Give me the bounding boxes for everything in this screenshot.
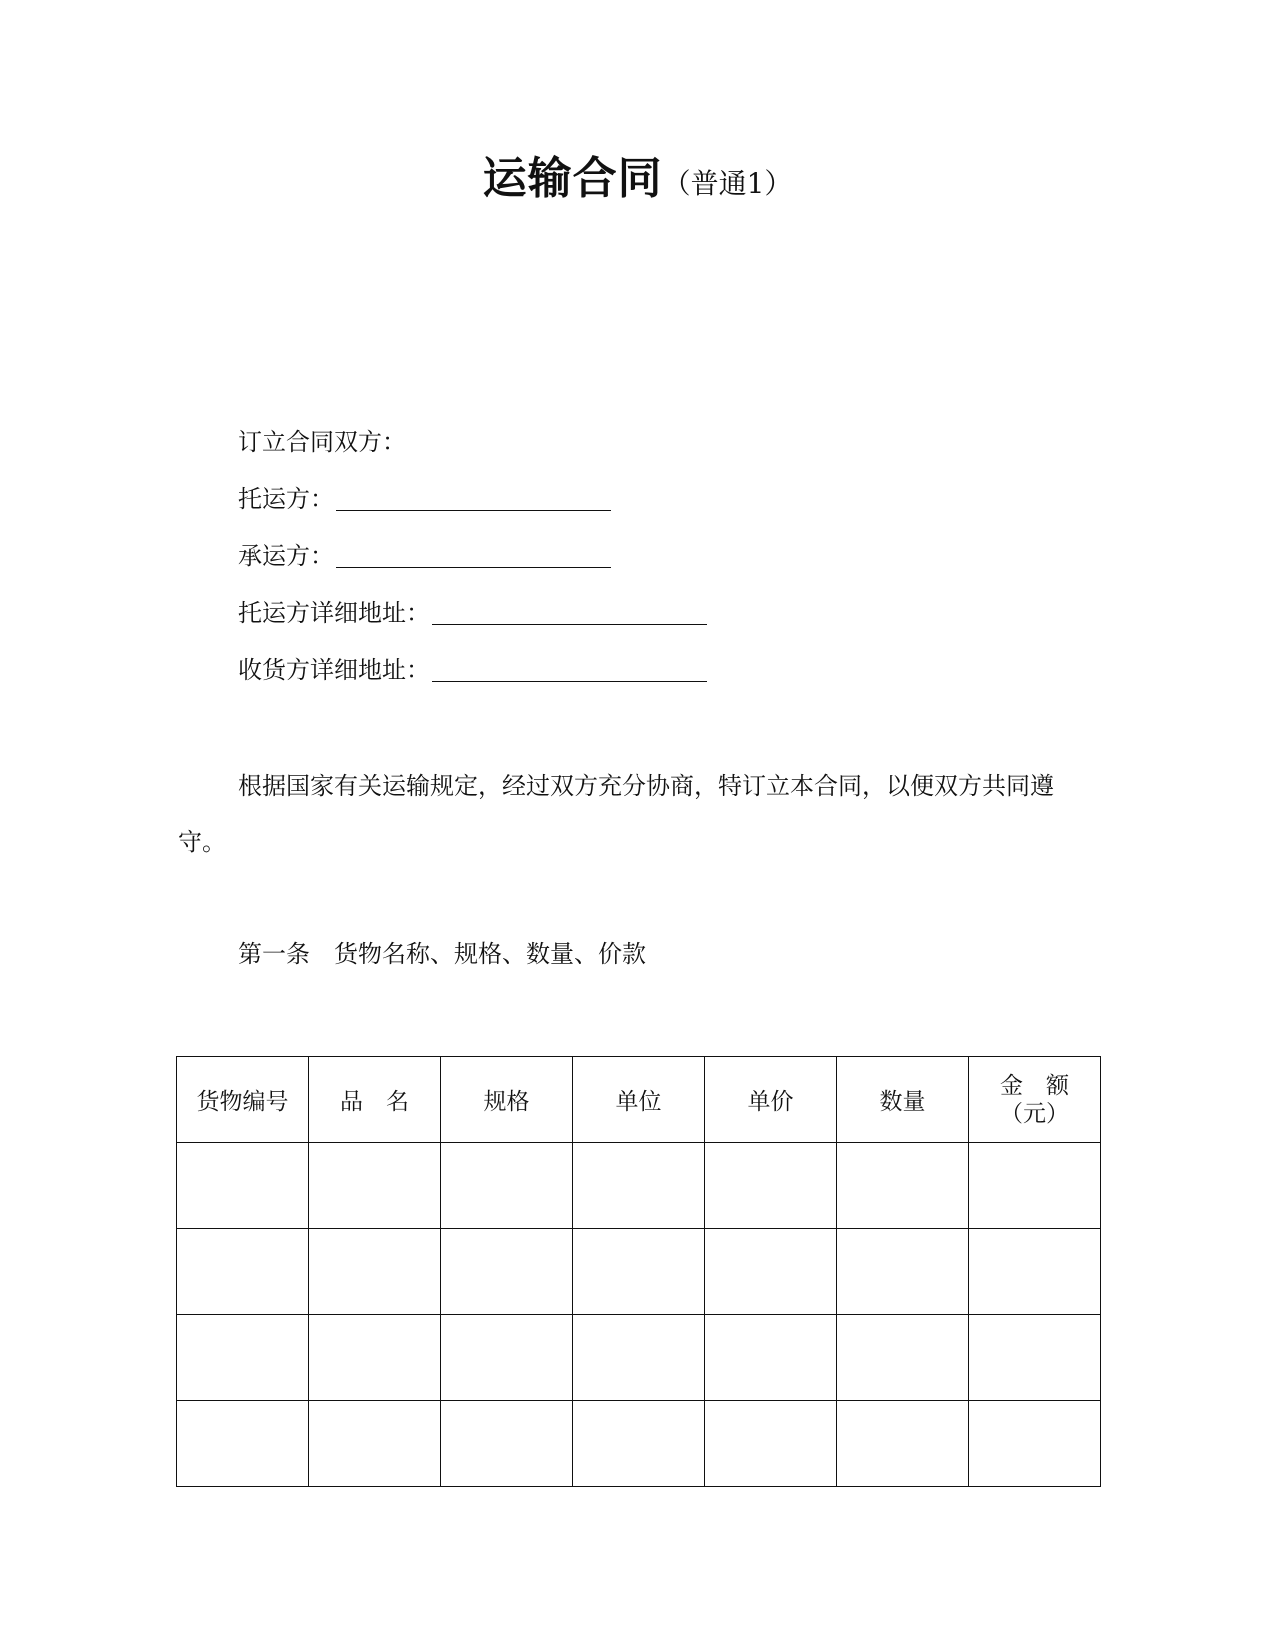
table-cell[interactable] (837, 1229, 969, 1315)
header-product-name: 品 名 (309, 1057, 441, 1143)
header-amount (969, 1057, 1101, 1143)
shipper-address-line (238, 596, 707, 630)
table-cell[interactable] (177, 1315, 309, 1401)
header-quantity: 数量 (837, 1057, 969, 1143)
table-cell[interactable] (309, 1229, 441, 1315)
carrier-label: 承运方： (238, 542, 334, 570)
header-goods-no: 货物编号 (177, 1057, 309, 1143)
table-row (177, 1315, 1101, 1401)
title-subtitle: （普通1） (662, 167, 793, 200)
table-cell[interactable] (705, 1143, 837, 1229)
shipper-blank[interactable] (336, 482, 611, 511)
table-cell[interactable] (177, 1143, 309, 1229)
table-cell[interactable] (837, 1401, 969, 1487)
table-cell[interactable] (837, 1143, 969, 1229)
table-cell[interactable] (969, 1143, 1101, 1229)
table-cell[interactable] (837, 1315, 969, 1401)
carrier-blank[interactable] (336, 539, 611, 568)
table-cell[interactable] (969, 1229, 1101, 1315)
header-unit-price: 单价 (705, 1057, 837, 1143)
table-cell[interactable] (441, 1315, 573, 1401)
table-row (177, 1401, 1101, 1487)
table-cell[interactable] (441, 1401, 573, 1487)
table-cell[interactable] (573, 1229, 705, 1315)
table-cell[interactable] (177, 1401, 309, 1487)
header-amount-line1: 金 额 (1000, 1072, 1069, 1099)
parties-heading: 订立合同双方： (238, 428, 406, 456)
header-amount-line2: （元） (1000, 1100, 1069, 1127)
table-cell[interactable] (705, 1315, 837, 1401)
preamble-paragraph (178, 758, 1098, 870)
goods-table (176, 1056, 1101, 1487)
document-title (0, 142, 1275, 206)
table-cell[interactable] (705, 1401, 837, 1487)
table-cell[interactable] (573, 1401, 705, 1487)
table-header-row (177, 1057, 1101, 1143)
article1-heading: 第一条 货物名称、规格、数量、价款 (238, 940, 646, 968)
header-unit: 单位 (573, 1057, 705, 1143)
table-cell[interactable] (969, 1315, 1101, 1401)
table-cell[interactable] (441, 1143, 573, 1229)
shipper-label: 托运方： (238, 485, 334, 513)
table-cell[interactable] (441, 1229, 573, 1315)
table-row (177, 1229, 1101, 1315)
table-cell[interactable] (573, 1143, 705, 1229)
table-cell[interactable] (573, 1315, 705, 1401)
header-spec: 规格 (441, 1057, 573, 1143)
table-cell[interactable] (309, 1315, 441, 1401)
title-main: 运输合同 (482, 153, 663, 204)
preamble-text: 根据国家有关运输规定，经过双方充分协商，特订立本合同，以便双方共同遵守。 (178, 772, 1054, 856)
table-cell[interactable] (309, 1401, 441, 1487)
table-cell[interactable] (309, 1143, 441, 1229)
table-cell[interactable] (177, 1229, 309, 1315)
shipper-line (238, 482, 611, 516)
shipper-address-blank[interactable] (432, 596, 707, 625)
table-cell[interactable] (969, 1401, 1101, 1487)
carrier-line (238, 539, 611, 573)
consignee-address-line (238, 653, 707, 687)
table-row (177, 1143, 1101, 1229)
table-cell[interactable] (705, 1229, 837, 1315)
shipper-address-label: 托运方详细地址： (238, 599, 430, 627)
consignee-address-label: 收货方详细地址： (238, 656, 430, 684)
consignee-address-blank[interactable] (432, 653, 707, 682)
